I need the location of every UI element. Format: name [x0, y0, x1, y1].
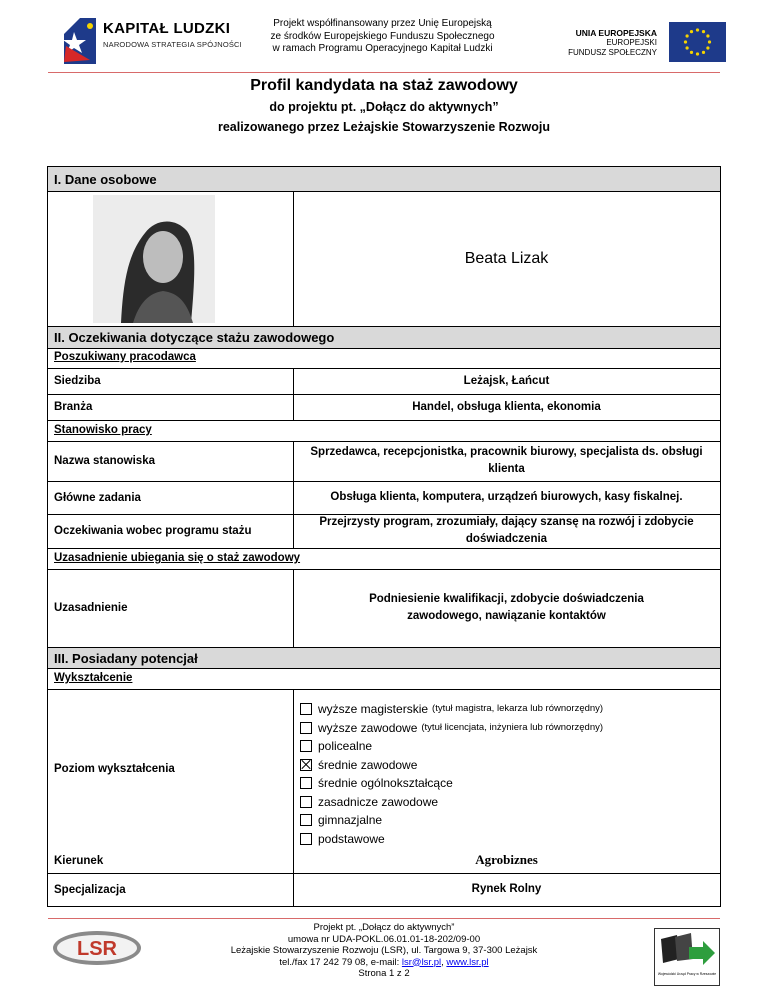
logo-title: KAPITAŁ LUDZKI: [103, 20, 231, 37]
subheading-education: Wykształcenie: [54, 672, 133, 684]
education-option[interactable]: [300, 756, 603, 775]
education-option[interactable]: [300, 737, 603, 756]
eu-flag-icon: [669, 22, 726, 62]
column-divider: [293, 569, 294, 647]
option-label: policealne: [318, 739, 373, 753]
email-link[interactable]: lsr@lsr.pl: [401, 956, 442, 968]
column-divider: [293, 441, 294, 548]
kapital-ludzki-star-icon: [60, 16, 100, 66]
tasks-value: Obsługa klienta, komputera, urządzeń biurowych, kasy fiskalnej.: [330, 491, 683, 503]
footer-line: Projekt pt. „Dołącz do aktywnych”: [313, 922, 455, 933]
footer-divider: [48, 918, 720, 919]
row-divider: [48, 668, 720, 669]
title-main: Profil kandydata na staż zawodowy: [250, 77, 518, 94]
section-potential: III. Posiadany potencjał: [48, 648, 720, 668]
section-expectations: II. Oczekiwania dotyczące stażu zawodowego: [48, 327, 720, 348]
justification-value: Podniesienie kwalifikacji, zdobycie doświadczenia zawodowego, nawiązanie kontaktów: [369, 593, 644, 622]
tasks-label: Główne zadania: [54, 491, 141, 504]
logo-subtitle: NARODOWA STRATEGIA SPÓJNOŚCI: [103, 40, 242, 49]
direction-value: Agrobiznes: [475, 851, 538, 867]
page-header: [0, 0, 768, 72]
option-label: zasadnicze zawodowe: [318, 794, 439, 809]
direction-label: Kierunek: [54, 855, 104, 867]
option-note: (tytuł magistra, lekarza lub równorzędny): [432, 703, 604, 714]
option-label: podstawowe: [318, 831, 385, 846]
footer-contact-prefix: tel./fax 17 242 79 08, e-mail:: [279, 956, 402, 968]
option-label: gimnazjalne: [318, 813, 383, 827]
candidate-name: Beata Lizak: [464, 250, 549, 267]
eu-fund-text: [560, 28, 657, 58]
column-divider: [293, 368, 294, 420]
kapital-ludzki-logo: [60, 16, 250, 66]
option-label: średnie ogólnokształcące: [318, 776, 453, 790]
lsr-logo-text: LSR: [77, 938, 117, 960]
cofinance-line: Projekt współfinansowany przez Unię Europejską: [273, 18, 492, 29]
website-link[interactable]: www.lsr.pl: [446, 956, 489, 968]
option-label: wyższe magisterskie: [318, 702, 429, 716]
branch-value: Handel, obsługa klienta, ekonomia: [412, 400, 601, 413]
eu-line: EUROPEJSKI: [606, 38, 657, 47]
education-option[interactable]: [300, 793, 603, 812]
seat-value: Leżajsk, Łańcut: [463, 374, 550, 387]
seat-label: Siedziba: [54, 375, 101, 387]
option-label: średnie zawodowe: [318, 757, 418, 772]
checkbox-checked[interactable]: [300, 759, 312, 771]
header-divider: [48, 72, 720, 73]
cofinance-line: ze środków Europejskiego Funduszu Społecznego: [270, 30, 495, 42]
subheading-position: Stanowisko pracy: [54, 424, 152, 436]
education-option[interactable]: [300, 719, 603, 738]
option-label: wyższe zawodowe: [318, 720, 418, 735]
specialization-label: Specjalizacja: [54, 883, 126, 896]
checkbox[interactable]: [300, 814, 312, 826]
row-divider: [48, 420, 720, 421]
checkbox[interactable]: [300, 796, 312, 808]
eu-line: UNIA EUROPEJSKA: [575, 28, 657, 38]
candidate-name-cell: [293, 191, 720, 326]
checkbox[interactable]: [300, 777, 312, 789]
row-divider: [48, 548, 720, 549]
subheading-employer: Poszukiwany pracodawca: [54, 351, 196, 363]
education-option[interactable]: [300, 700, 603, 719]
footer-contact: [150, 957, 618, 969]
wup-logo-text: Wojewódzki Urząd Pracy w Rzeszowie: [657, 972, 717, 976]
position-label: Nazwa stanowiska: [54, 455, 155, 467]
row-divider: [48, 348, 720, 349]
footer-separator: ,: [441, 956, 447, 968]
education-option[interactable]: [300, 774, 603, 793]
position-value: Sprzedawca, recepcjonistka, pracownik biurowy, specjalista ds. obsługi klienta: [310, 446, 703, 475]
option-note: (tytuł licencjata, inżyniera lub równorzędny): [421, 721, 604, 733]
checkbox[interactable]: [300, 740, 312, 752]
specialization-value: Rynek Rolny: [471, 883, 542, 895]
cofinance-line: w ramach Programu Operacyjnego Kapitał Ludzki: [272, 43, 493, 54]
title-organization: realizowanego przez Leżajskie Stowarzyszenie Rozwoju: [217, 120, 551, 134]
footer-line: Leżajskie Stowarzyszenie Rozwoju (LSR), ul. Targowa 9, 37-300 Leżajsk: [230, 945, 538, 956]
footer-line: umowa nr UDA-POKL.06.01.01-18-202/09-00: [287, 933, 481, 945]
page-number: Strona 1 z 2: [358, 968, 410, 979]
cofinance-note: [255, 18, 510, 56]
eu-line: FUNDUSZ SPOŁECZNY: [568, 48, 657, 57]
expectations-value: Przejrzysty program, zrozumiały, dający szansę na rozwój i zdobycie doświadczenia: [319, 516, 694, 545]
document-title: [0, 75, 768, 137]
lsr-logo: [52, 928, 142, 968]
section-personal-data: I. Dane osobowe: [48, 167, 720, 191]
column-divider: [293, 689, 294, 906]
branch-label: Branża: [54, 401, 93, 413]
checkbox[interactable]: [300, 703, 312, 715]
education-option[interactable]: [300, 811, 603, 830]
subheading-justification: Uzasadnienie ubiegania się o staż zawodowy: [54, 552, 301, 564]
candidate-photo: [93, 195, 215, 323]
candidate-profile-table: [47, 166, 721, 907]
justification-label: Uzasadnienie: [54, 602, 128, 614]
education-option[interactable]: [300, 830, 603, 849]
expectations-label: Oczekiwania wobec programu stażu: [54, 525, 252, 537]
checkbox[interactable]: [300, 722, 312, 734]
education-level-options: [300, 700, 603, 848]
footer-text: [150, 922, 618, 980]
title-project: do projektu pt. „Dołącz do aktywnych”: [269, 100, 499, 114]
wup-logo: [654, 928, 720, 986]
checkbox[interactable]: [300, 833, 312, 845]
education-level-label: Poziom wykształcenia: [54, 763, 175, 775]
